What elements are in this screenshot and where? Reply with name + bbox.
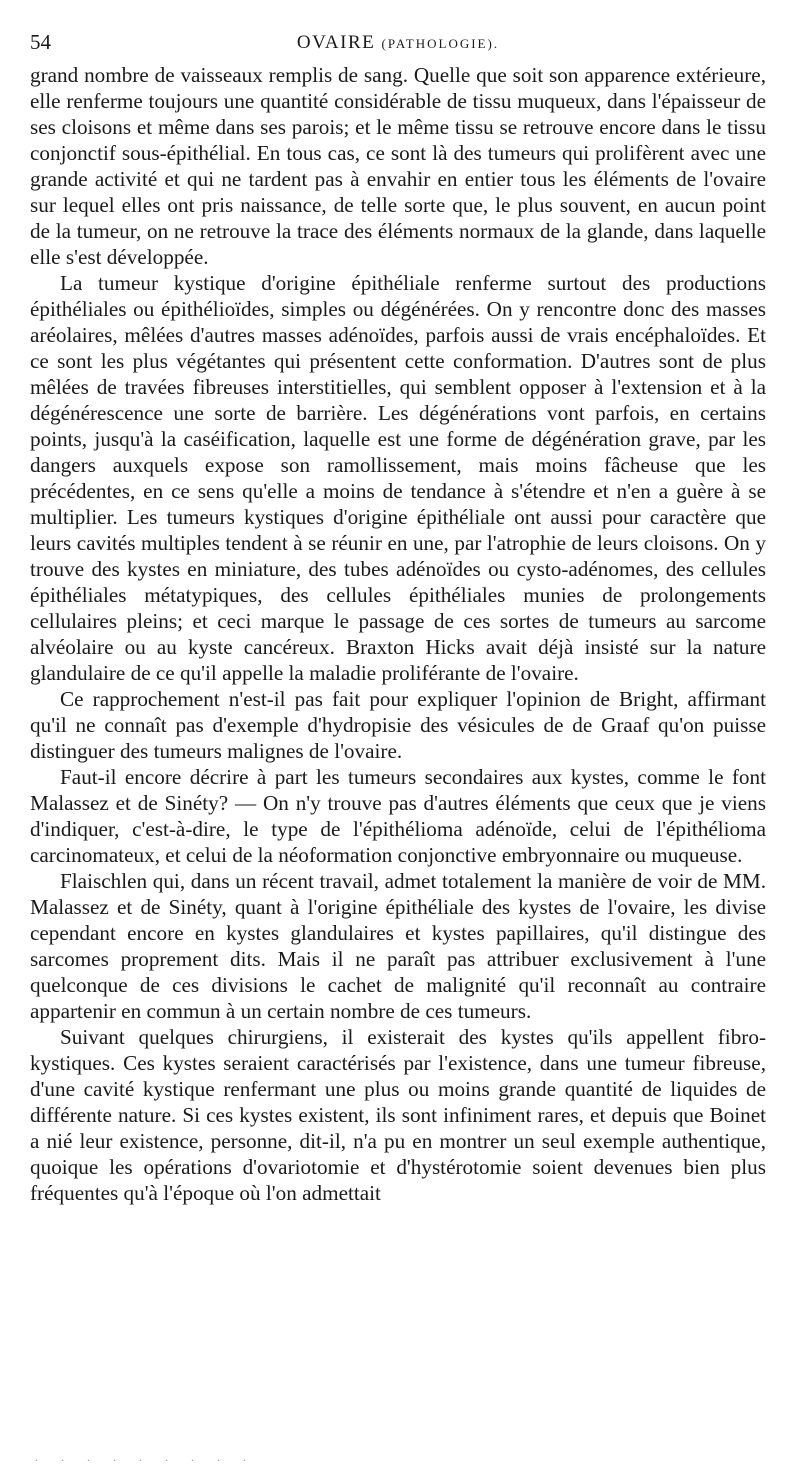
running-title: [30, 32, 766, 54]
running-title-sub: (PATHOLOGIE).: [381, 36, 500, 51]
page-number: 54: [30, 30, 51, 54]
paragraph-1: grand nombre de vaisseaux remplis de sang. Quelle que soit son apparence extérieure, elle renferme toujours une quantité considérable de tissu muqueux, dans l'épaisseur de ses cloisons et même dans ses parois; et le même tissu se retrouve encore dans le tissu conjonctif sous-épithélial. En tous cas, ce sont là des tumeurs qui prolifèrent avec une grande activité et qui ne tardent pas à envahir en entier tous les éléments de l'ovaire sur lequel elles ont pris naissance, de telle sorte que, le plus souvent, en aucun point de la tumeur, on ne retrouve la trace des éléments normaux de la glande, dans laquelle elle s'est développée.: [30, 63, 766, 269]
footer-marks: . . . . . . . . .: [35, 1450, 256, 1464]
book-page: [30, 28, 766, 1206]
paragraph-2: La tumeur kystique d'origine épithéliale renferme surtout des productions épithéliales ou épithélioïdes, simples ou dégénérées. On y rencontre donc des masses aréolaires, mêlées d'autres masses adénoïdes, parfois aussi de vrais encéphaloïdes. Et ce sont les plus végétantes qui présentent cette conformation. D'autres sont de plus mêlées de travées fibreuses interstitielles, qui semblent opposer à l'extension et à la dégénérescence une sorte de barrière. Les dégénérations vont parfois, en certains points, jusqu'à la caséification, laquelle est une forme de dégénération grave, par les dangers auxquels expose son ramollissement, mais moins fâcheuse que les précédentes, en ce sens qu'elle a moins de tendance à s'étendre et n'en a guère à se multiplier. Les tumeurs kystiques d'origine épithéliale ont aussi pour caractère que leurs cavités multiples tendent à se réunir en une, par l'atrophie de leurs cloisons. On y trouve des kystes en miniature, des tubes adénoïdes ou cysto-adénomes, des cellules épithéliales métatypiques, des cellules épithéliales munies de prolongements cellulaires pleins; et ceci marque le passage de ces sortes de tumeurs au sarcome alvéolaire ou au kyste cancéreux. Braxton Hicks avait déjà insisté sur la nature glandulaire de ce qu'il appelle la maladie proliférante de l'ovaire.: [30, 271, 766, 685]
paragraph-6: Suivant quelques chirurgiens, il existerait des kystes qu'ils appellent fibro-kystiques. Ces kystes seraient caractérisés par l'existence, dans une tumeur fibreuse, d'une cavité kystique renfermant une plus ou moins grande quantité de liquides de différente nature. Si ces kystes existent, ils sont infiniment rares, et depuis que Boinet a nié leur existence, personne, dit-il, n'a pu en montrer un seul exemple authentique, quoique les opérations d'ovariotomie et d'hystérotomie soient devenues bien plus fréquentes qu'à l'époque où l'on admettait: [30, 1025, 766, 1205]
paragraph-4: Faut-il encore décrire à part les tumeurs secondaires aux kystes, comme le font Malassez et de Sinéty? — On n'y trouve pas d'autres éléments que ceux que je viens d'indiquer, c'est-à-dire, le type de l'épithélioma adénoïde, celui de l'épithélioma carcinomateux, et celui de la néoformation conjonctive embryonnaire ou muqueuse.: [30, 765, 766, 867]
page-header: [30, 28, 766, 62]
paragraph-5: Flaischlen qui, dans un récent travail, admet totalement la manière de voir de MM. Malassez et de Sinéty, quant à l'origine épithéliale des kystes de l'ovaire, les divise cependant encore en kystes glandulaires et kystes papillaires, qu'il distingue des sarcomes proprement dits. Mais il ne paraît pas attribuer exclusivement à l'une quelconque de ces divisions le cachet de malignité qu'il reconnaît au contraire appartenir en commun à un certain nombre de ces tumeurs.: [30, 869, 766, 1023]
paragraph-3: Ce rapprochement n'est-il pas fait pour expliquer l'opinion de Bright, affirmant qu'il ne connaît pas d'exemple d'hydropisie des vésicules de de Graaf qu'on puisse distinguer des tumeurs malignes de l'ovaire.: [30, 687, 766, 763]
running-title-main: OVAIRE: [296, 32, 376, 53]
body-text: [30, 62, 766, 1206]
